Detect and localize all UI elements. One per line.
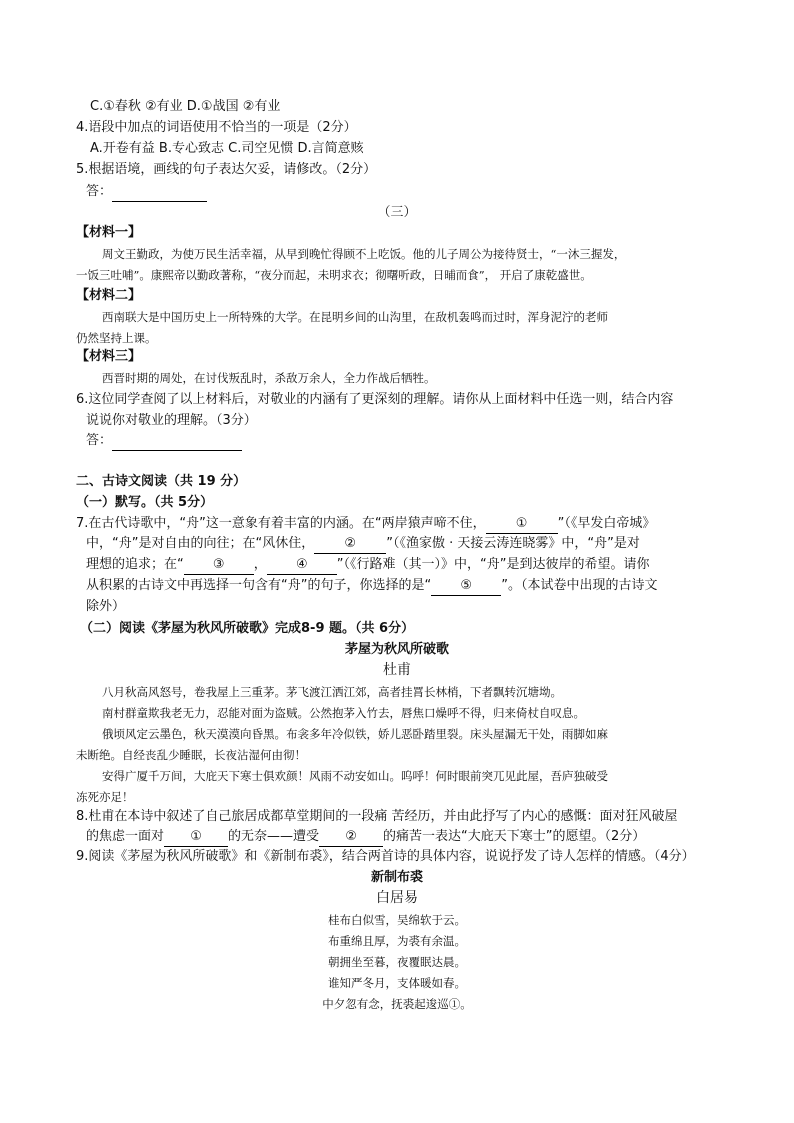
poem-2-line-1: 桂布白似雪，吴绵软于云。: [328, 913, 466, 927]
poem-1-para-1: 八月秋高风怒号，卷我屋上三重茅。茅飞渡江洒江郊，高者挂罥长林梢，下者飘转沉塘坳。: [102, 685, 562, 699]
q6-line-2: 说说你对敬业的理解。（3分）: [86, 413, 257, 428]
blank-1: ①: [164, 828, 228, 847]
blank-3: ③: [184, 556, 254, 575]
q5-stem: 5.根据语境，画线的句子表达欠妥，请修改。（2分）: [76, 162, 377, 177]
poem-1-para-4b: 冻死亦足！: [76, 790, 134, 804]
poem-1-para-4a: 安得广厦千万间，大庇天下寒士俱欢颜！风雨不动安如山。呜呼！何时眼前突兀见此屋，吾庐独破受: [102, 769, 608, 783]
poem-1-author: 杜甫: [383, 662, 411, 678]
poem-2-line-4: 谁知严冬月，支体暖如春。: [328, 976, 466, 990]
q7-line-3: [86, 556, 649, 575]
q7-line-4: [86, 577, 657, 596]
q8-line-1: 8.杜甫在本诗中叙述了自己旅居成都草堂期间的一段痛 苦经历，并由此抒写了内心的感慨：面对狂风破屋: [76, 809, 678, 824]
blank-2: ②: [314, 535, 386, 554]
q8-text: 的痛苦一表达“大庇天下寒士”的愿望。（2分）: [383, 829, 646, 844]
q7-text: 从积累的古诗文中再选择一句含有“舟”的句子，你选择的是“: [86, 578, 432, 593]
q8-line-2: [86, 828, 645, 847]
answer-label: 答：: [86, 433, 113, 448]
poem-2-line-3: 朝拥坐至暮，夜覆眠达晨。: [328, 955, 466, 969]
sub-1-title: （一）默写。（共 5分）: [76, 495, 214, 510]
q9: 9.阅读《茅屋为秋风所破歌》和《新制布裘》，结合两首诗的具体内容，说说抒发了诗人怎样的情感。（4分）: [76, 849, 695, 864]
q7-text: 7.在古代诗歌中，“舟”这一意象有着丰富的内涵。在“两岸猿声啼不住，: [76, 516, 486, 531]
blank-2: ②: [319, 828, 383, 847]
poem-2-line-5: 中夕忽有念，抚裘起逡巡①。: [322, 997, 472, 1011]
blank-4: ④: [267, 556, 337, 575]
q5-answer: [86, 183, 207, 202]
q7-text: ”（《早发白帝城》: [557, 516, 656, 531]
q7-text: ”。（本试卷中出现的古诗文: [501, 578, 658, 593]
poem-1-para-3b: 未断绝。自经丧乱少睡眠，长夜沾湿何由彻！: [76, 748, 306, 762]
q7-line-2: [86, 535, 640, 554]
q6-line-1: 6.这位同学查阅了以上材料后，对敬业的内涵有了更深刻的理解。请你从上面材料中任选一则，结合内容: [76, 392, 674, 407]
sub-2-title: （二）阅读《茅屋为秋风所破歌》完成8-9 题。（共 6分）: [80, 621, 415, 636]
material-1-line-1: 周文王勤政，为使万民生活幸福，从早到晚忙得顾不上吃饭。他的儿子周公为接待贤士，“一沐三握发，: [102, 247, 626, 261]
poem-2-title: 新制布裘: [370, 870, 423, 885]
material-2-title: 【材料二】: [76, 288, 142, 303]
poem-2-line-2: 布重绵且厚，为裘有余温。: [328, 934, 466, 948]
poem-1-para-2: 南村群童欺我老无力，忍能对面为盗贼。公然抱茅入竹去，唇焦口燥呼不得，归来倚杖自叹息。: [102, 706, 585, 720]
answer-label: 答：: [86, 184, 113, 199]
material-3-line-1: 西晋时期的周处，在讨伐叛乱时，杀敌万余人，全力作战后牺牲。: [102, 371, 436, 385]
poem-1-para-3a: 俄顷风定云墨色，秋天漠漠向昏黑。布衾多年冷似铁，娇儿恶卧踏里裂。床头屋漏无干处，雨脚如麻: [102, 727, 608, 741]
part-2-title: 二、古诗文阅读（共 19 分）: [76, 474, 247, 489]
q6-answer: [86, 432, 242, 451]
q4-options: A.开卷有益 B.专心致志 C.司空见惯 D.言简意赅: [90, 141, 364, 156]
material-2-line-2: 仍然坚持上课。: [76, 331, 157, 345]
blank-5: ⑤: [431, 577, 501, 596]
poem-2-author: 白居易: [376, 890, 418, 906]
poem-1-title: 茅屋为秋风所破歌: [344, 642, 449, 657]
q7-text: ”（《行路难（其一）》中，“舟”是到达彼岸的希望。请你: [336, 557, 650, 572]
material-1-line-2: 一饭三吐哺”。康熙帝以勤政著称，“夜分而起，未明求衣；彻曙听政，日晡而食”， 开启了康乾盛世。: [76, 268, 592, 282]
q8-text: 的焦虑一面对: [86, 829, 165, 844]
q7-line-5: 除外）: [86, 599, 126, 614]
q7-text: ”（《渔家傲 · 天接云涛连晓雾》中，“舟”是对: [386, 536, 640, 551]
material-2-line-1: 西南联大是中国历史上一所特殊的大学。在昆明乡间的山沟里，在敌机轰鸣而过时，浑身泥泞的老师: [102, 310, 608, 324]
blank-1: ①: [486, 515, 558, 534]
q7-text: ，: [253, 557, 267, 572]
q4-stem: 4.语段中加点的词语使用不恰当的一项是（2分）: [76, 120, 357, 135]
q7-text: 理想的追求；在“: [86, 557, 184, 572]
section-3-title: （三）: [377, 205, 417, 220]
material-3-title: 【材料三】: [76, 349, 142, 364]
q7-text: 中，“舟”是对自由的向往；在“风休住，: [86, 536, 315, 551]
q8-text: 的无奈——遭受: [228, 829, 320, 844]
material-1-title: 【材料一】: [76, 225, 142, 240]
q7-line-1: [76, 515, 655, 534]
q3-options-cd: C.①春秋 ②有业 D.①战国 ②有业: [90, 99, 281, 114]
